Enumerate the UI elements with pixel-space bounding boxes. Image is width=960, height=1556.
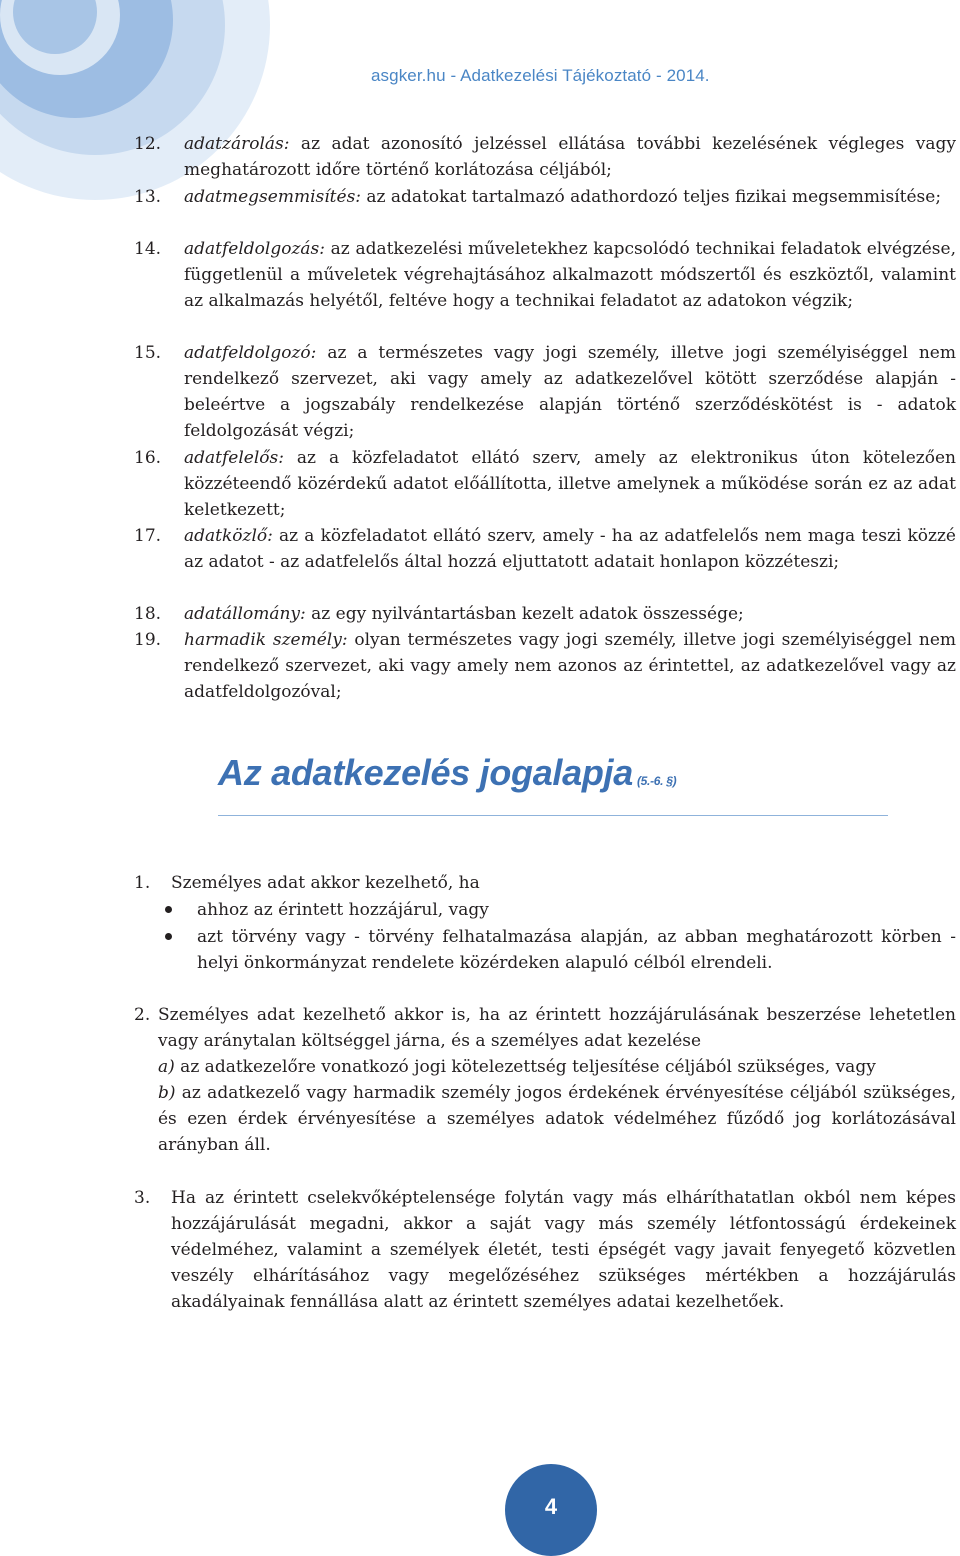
definition-text [184,627,956,705]
item-number: 1. [134,873,151,893]
definition-number: 18. [134,604,162,624]
definition-number: 12. [134,134,162,154]
definition-term: adatfeldolgozó: [184,343,317,363]
subitem-label: b) [158,1083,176,1103]
definition-term: adatállomány: [184,604,306,624]
section-reference: (5.-6. §) [636,774,677,788]
definition-text [184,601,956,627]
definition-term: adatközlő: [184,526,273,546]
definition-term: adatfeldolgozás: [184,239,325,259]
definition-text [184,131,956,183]
definition-term: adatfelelős: [184,448,284,468]
definition-body: az egy nyilvántartásban kezelt adatok összessége; [305,604,744,624]
definition-text [184,236,956,314]
definition-text [184,184,956,210]
header-title: asgker.hu - Adatkezelési Tájékoztató - 2014. [371,66,710,85]
definition-body: olyan természetes vagy jogi személy, illetve jogi személyiséggel nem rendelkező szervezet, aki vagy amely nem azonos az érintettel, az adatkezelővel vagy az adatfeldolgozóval; [184,630,957,702]
definition-number: 14. [134,239,162,259]
bullet-dot [165,906,172,913]
definition-body: az adatkezelési műveletekhez kapcsolódó technikai feladatok elvégzése, függetlenül a műveletek végrehajtásához alkalmazott módszertől és eszköztől, valamint az alkalmazás helyétől, feltéve hogy a technikai feladatot az adatokon végzik; [184,239,956,311]
subitem-b [158,1080,956,1158]
page-number-badge: 4 [505,1464,597,1556]
subitem-text: az adatkezelő vagy harmadik személy jogos érdekének érvényesítése céljából szükséges, és ezen érdek érvényesítése a személyes adatok védelméhez fűződő jog korlátozásával arányban áll. [158,1083,956,1155]
bullet-dot [165,933,172,940]
definition-number: 17. [134,526,162,546]
bullet-text: azt törvény vagy - törvény felhatalmazása alapján, az abban meghatározott körben - helyi önkormányzat rendelete közérdeken alapuló célból elrendeli. [197,927,956,973]
section-heading [218,752,676,794]
item-text: Ha az érintett cselekvőképtelensége folytán vagy más elháríthatatlan okból nem képes hozzájárulását megadni, akkor a saját vagy más személy létfontosságú érdekeinek védelméhez, valamint a személyek életét, testi épségét vagy javait fenyegető közvetlen veszély elhárításához vagy megelőzéséhez szükséges mértékben a hozzájárulás akadályainak fennállása alatt az érintett személyes adatai kezelhetőek. [171,1188,956,1312]
item-text: Személyes adat akkor kezelhető, ha [171,873,480,893]
definition-term: adatzárolás: [184,134,290,154]
subitem-label: a) [158,1057,175,1077]
section-divider [218,815,888,816]
definition-number: 19. [134,630,162,650]
definition-body: az adatokat tartalmazó adathordozó teljes fizikai megsemmisítése; [361,187,942,207]
subitem-text: az adatkezelőre vonatkozó jogi kötelezettség teljesítése céljából szükséges, vagy [174,1057,876,1077]
definition-text [184,340,956,444]
definition-number: 16. [134,448,162,468]
definition-body: az a közfeladatot ellátó szerv, amely - ha az adatfelelős nem maga teszi közzé az adatot - az adatfelelős által hozzá eljuttatott adatait honlapon közzéteszi; [184,526,956,572]
item-number: 3. [134,1188,151,1208]
bullet-text: ahhoz az érintett hozzájárul, vagy [197,900,489,920]
definition-term: adatmegsemmisítés: [184,187,362,207]
definition-text [184,445,956,523]
item-number: 2. [134,1005,151,1025]
section-title-text: Az adatkezelés jogalapja [218,752,633,793]
definition-body: az adat azonosító jelzéssel ellátása további kezelésének végleges vagy meghatározott időre történő korlátozása céljából; [184,134,956,180]
definition-body: az a közfeladatot ellátó szerv, amely az elektronikus úton kötelezően közzéteendő közérdekű adatot előállította, illetve amelynek a működése során ez az adat keletkezett; [184,448,956,520]
definition-text [184,523,956,575]
definition-number: 15. [134,343,162,363]
item-text: Személyes adat kezelhető akkor is, ha az érintett hozzájárulásának beszerzése lehetetlen vagy aránytalan költséggel járna, és a személyes adat kezelése [158,1005,956,1051]
definition-number: 13. [134,187,162,207]
definition-term: harmadik személy: [184,630,348,650]
definition-body: az a természetes vagy jogi személy, illetve jogi személyiséggel nem rendelkező szervezet, aki vagy amely az adatkezelővel kötött szerződése alapján - beleértve a jogszabály rendelkezése alapján történő szerződéskötést is - adatok feldolgozását végzi; [184,343,956,441]
subitem-a [158,1054,956,1080]
